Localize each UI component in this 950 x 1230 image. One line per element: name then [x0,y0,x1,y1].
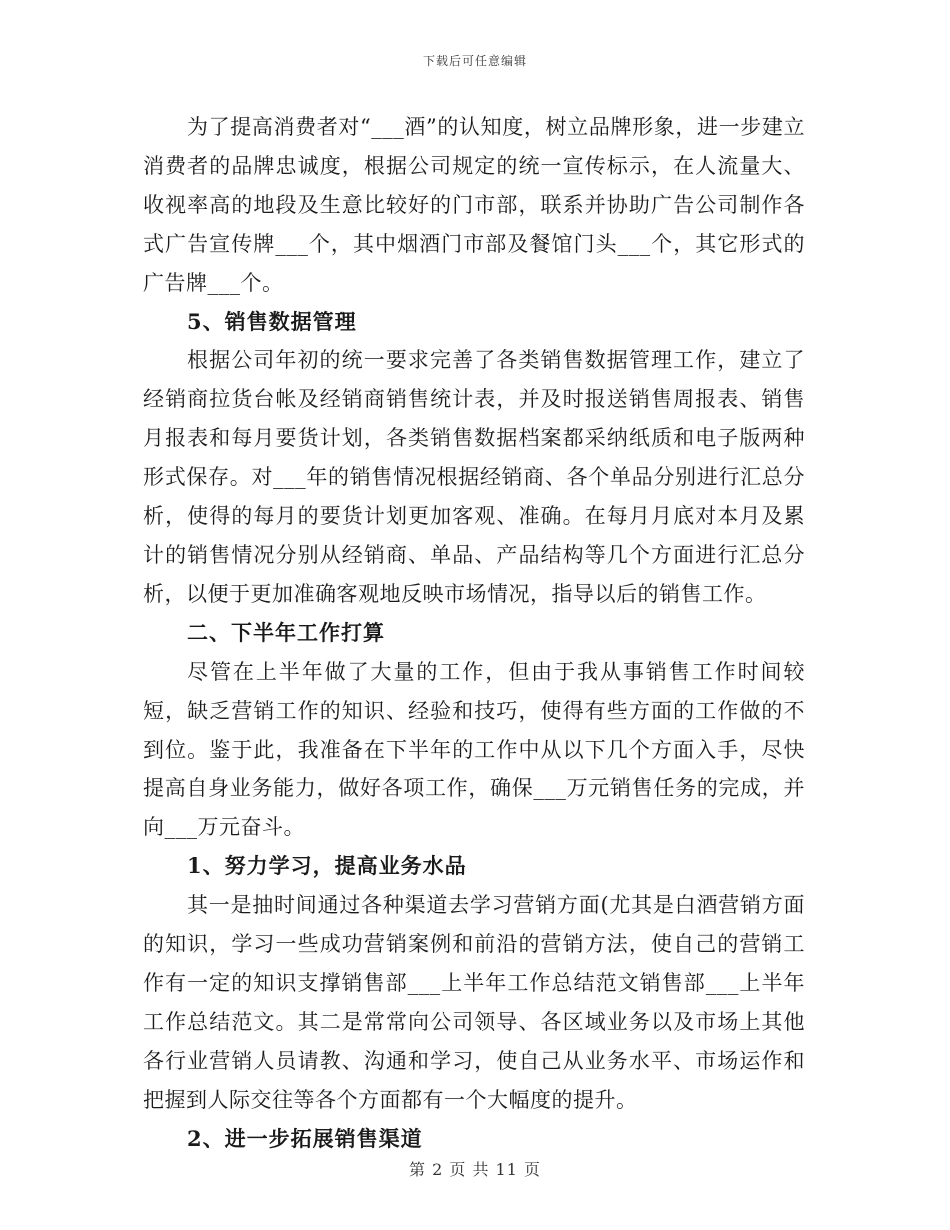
paragraph-advertising: 为了提高消费者对“___酒”的认知度，树立品牌形象，进一步建立消费者的品牌忠诚度，根据公司规定的统一宣传标示，在人流量大、收视率高的地段及生意比较好的门市部，联系并协助广告公司制作各式广告宣传牌___个，其中烟酒门市部及餐馆门头___个，其它形式的广告牌___个。 [143,115,805,295]
page-footer: 第 2 页 共 11 页 [409,1160,541,1179]
document-body [143,108,805,1158]
heading-expand-channels: 2、进一步拓展销售渠道 [187,1125,423,1151]
paragraph-study-hard: 其一是抽时间通过各种渠道去学习营销方面(尤其是白酒营销方面的知识，学习一些成功营销案例和前沿的营销方法，使自己的营销工作有一定的知识支撑销售部___上半年工作总结范文销售部___上半年工作总结范文。其二是常常向公司领导、各区域业务以及市场上其他各行业营销人员请教、沟通和学习，使自己从业务水平、市场运作和把握到人际交往等各个方面都有一个大幅度的提升。 [143,893,805,1112]
heading-second-half-plan: 二、下半年工作打算 [187,619,385,645]
page-header: 下载后可任意编辑 [422,54,527,68]
paragraph-sales-data: 根据公司年初的统一要求完善了各类销售数据管理工作，建立了经销商拉货台帐及经销商销售统计表，并及时报送销售周报表、销售月报表和每月要货计划，各类销售数据档案都采纳纸质和电子版两种形式保存。对___年的销售情况根据经销商、各个单品分别进行汇总分析，使得的每月的要货计划更加客观、准确。在每月月底对本月及累计的销售情况分别从经销商、单品、产品结构等几个方面进行汇总分析，以便于更加准确客观地反映市场情况，指导以后的销售工作。 [143,348,805,606]
heading-study-hard: 1、努力学习，提高业务水品 [187,853,467,879]
heading-sales-data-management: 5、销售数据管理 [187,308,357,334]
paragraph-second-half-plan: 尽管在上半年做了大量的工作，但由于我从事销售工作时间较短，缺乏营销工作的知识、经验和技巧，使得有些方面的工作做的不到位。鉴于此，我准备在下半年的工作中从以下几个方面入手，尽快提高自身业务能力，做好各项工作，确保___万元销售任务的完成，并向___万元奋斗。 [143,659,805,840]
